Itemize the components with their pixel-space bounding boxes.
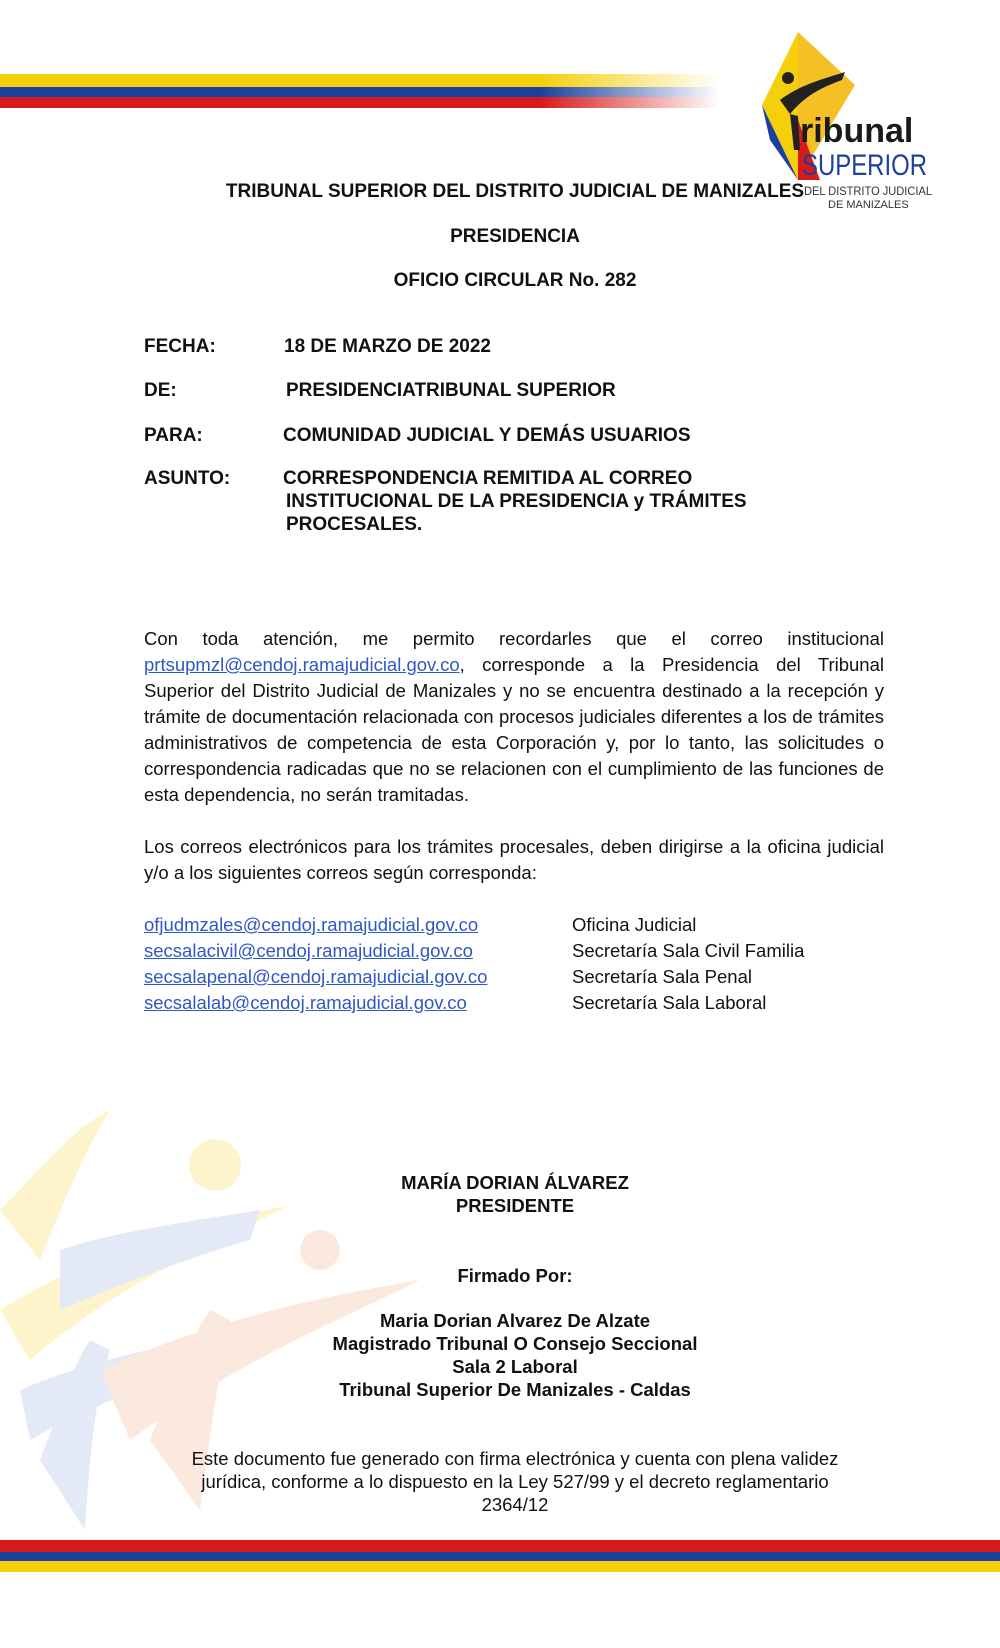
email-row	[144, 990, 884, 1016]
asunto-line-1: CORRESPONDENCIA REMITIDA AL CORREO	[283, 468, 693, 489]
p1-rest: , corresponde a la Presidencia del Tribunal Superior del Distrito Judicial de Manizales y no se encuentra destinado a la recepción y trámite de documentación relacionada con procesos judiciales diferentes a los de trámites administrativos de competencia de esta Corporación y, por lo tanto, las solicitudes o correspondencia radicadas que no se relacionen con el cumplimiento de las funciones de esta dependencia, no serán tramitadas.	[144, 654, 884, 805]
logo-text-superior: SUPERIOR	[802, 149, 927, 182]
court-name-heading: TRIBUNAL SUPERIOR DEL DISTRITO JUDICIAL DE MANIZALES	[225, 181, 805, 202]
signer-sala: Sala 2 Laboral	[452, 1356, 578, 1377]
fecha-label: FECHA:	[144, 336, 216, 357]
email-office-label: Secretaría Sala Civil Familia	[572, 940, 805, 961]
para-label: PARA:	[144, 425, 203, 446]
footer-line-2: jurídica, conforme a lo dispuesto en la Ley 527/99 y el decreto reglamentario	[201, 1471, 829, 1492]
p1-intro: Con toda atención, me permito recordarles que el correo institucional	[144, 628, 884, 649]
logo-text-ribunal: ribunal	[800, 112, 914, 150]
signer-name: Maria Dorian Alvarez De Alzate	[379, 1310, 651, 1331]
de-label: DE:	[144, 380, 177, 401]
email-row	[144, 964, 884, 990]
signer-role: Magistrado Tribunal O Consejo Seccional	[332, 1333, 698, 1354]
para-value: COMUNIDAD JUDICIAL Y DEMÁS USUARIOS	[283, 425, 691, 446]
logo-text-distrito: DEL DISTRITO JUDICIAL	[804, 184, 933, 198]
email-link-sala-civil[interactable]: secsalacivil@cendoj.ramajudicial.gov.co	[144, 940, 473, 961]
footer-line-3: 2364/12	[481, 1494, 549, 1515]
email-office-label: Secretaría Sala Laboral	[572, 992, 767, 1013]
email-link-sala-penal[interactable]: secsalapenal@cendoj.ramajudicial.gov.co	[144, 966, 488, 987]
email-link-oficina-judicial[interactable]: ofjudmzales@cendoj.ramajudicial.gov.co	[144, 914, 479, 935]
asunto-label: ASUNTO:	[144, 468, 231, 489]
fecha-value: 18 DE MARZO DE 2022	[284, 336, 491, 357]
footer-line-1: Este documento fue generado con firma electrónica y cuenta con plena validez	[191, 1448, 839, 1469]
signatory-title: PRESIDENTE	[455, 1195, 575, 1216]
email-row	[144, 938, 884, 964]
email-row	[144, 912, 884, 938]
circular-number-heading: OFICIO CIRCULAR No. 282	[393, 270, 637, 291]
footer-stripes	[0, 1540, 1000, 1574]
asunto-line-3: PROCESALES.	[286, 514, 423, 535]
logo-text-manizales: DE MANIZALES	[828, 199, 909, 211]
email-office-label: Secretaría Sala Penal	[572, 966, 752, 987]
body-paragraph-1	[144, 626, 884, 808]
de-value: PRESIDENCIATRIBUNAL SUPERIOR	[286, 380, 616, 401]
signatory-name: MARÍA DORIAN ÁLVAREZ	[401, 1172, 629, 1193]
email-office-label: Oficina Judicial	[572, 914, 697, 935]
body-paragraph-2: Los correos electrónicos para los trámites procesales, deben dirigirse a la oficina judicial y/o a los siguientes correos según corresponda:	[144, 836, 884, 883]
signed-by-label: Firmado Por:	[457, 1265, 573, 1286]
signer-court: Tribunal Superior De Manizales - Caldas	[339, 1379, 691, 1400]
asunto-line-2: INSTITUCIONAL DE LA PRESIDENCIA y TRÁMITES	[286, 491, 747, 512]
presidencia-heading: PRESIDENCIA	[450, 226, 580, 247]
presidency-email-link[interactable]: prtsupmzl@cendoj.ramajudicial.gov.co	[144, 654, 460, 675]
email-link-sala-laboral[interactable]: secsalalab@cendoj.ramajudicial.gov.co	[144, 992, 467, 1013]
header-stripes	[0, 74, 720, 110]
